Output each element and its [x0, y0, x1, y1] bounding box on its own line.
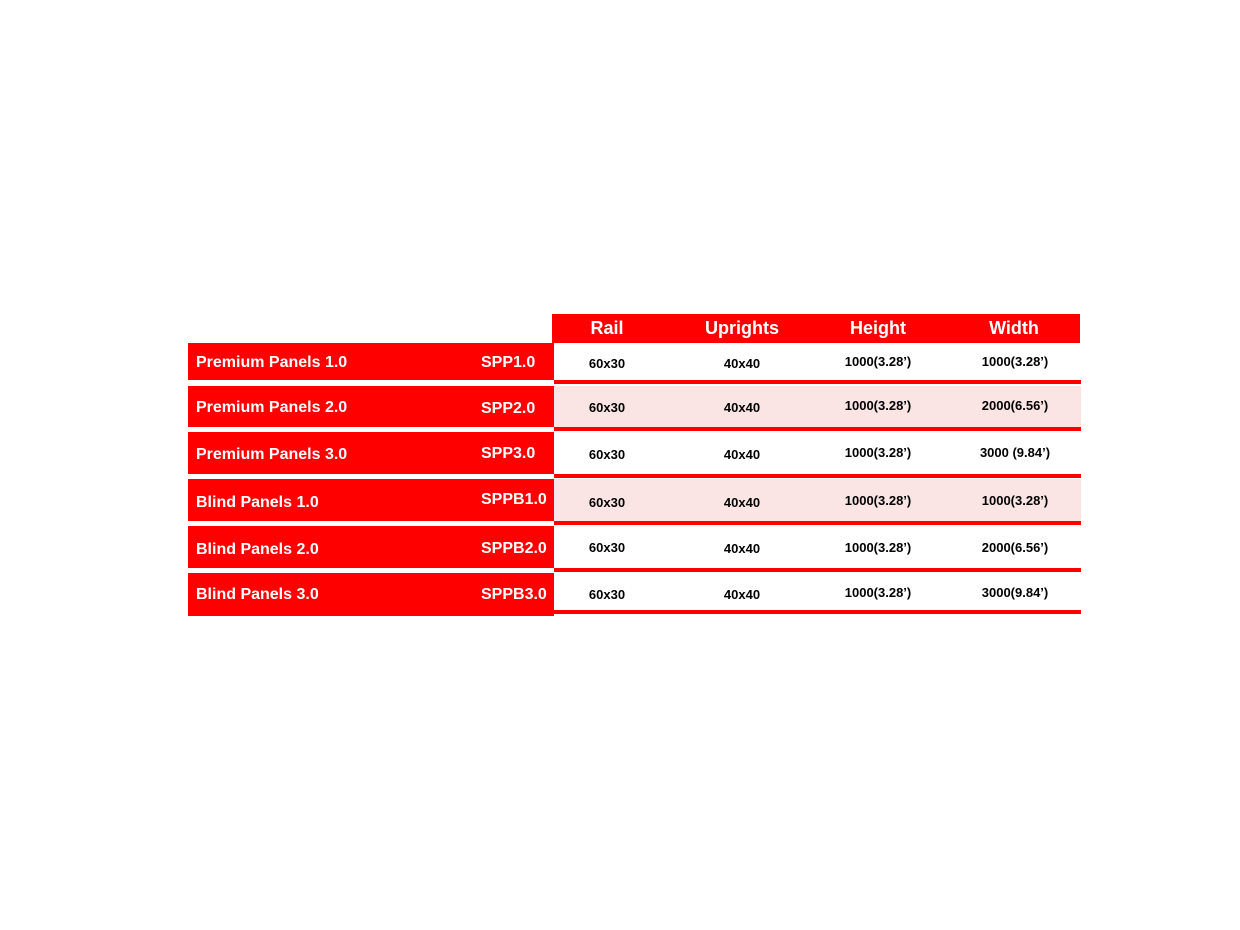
cell-rail: 60x30: [588, 587, 626, 602]
table-row: [188, 386, 1081, 427]
cell-uprights: 40x40: [723, 495, 761, 510]
cell-uprights: 40x40: [723, 587, 761, 602]
product-name: Premium Panels 1.0: [196, 354, 348, 371]
cell-width: 2000(6.56’): [981, 398, 1049, 413]
cell-width: 1000(3.28’): [981, 493, 1049, 508]
product-name: Premium Panels 3.0: [196, 446, 348, 463]
row-divider: [554, 568, 1081, 572]
table-row: [188, 526, 1081, 568]
cell-rail: 60x30: [588, 495, 626, 510]
product-code: SPPB2.0: [481, 540, 547, 557]
row-divider: [554, 474, 1081, 478]
cell-width: 1000(3.28’): [981, 354, 1049, 369]
product-code: SPPB1.0: [481, 491, 547, 508]
header-height: Height: [850, 318, 906, 338]
cell-height: 1000(3.28’): [844, 585, 912, 600]
cell-uprights: 40x40: [723, 447, 761, 462]
table-row: [188, 343, 1081, 380]
row-divider: [554, 521, 1081, 525]
cell-height: 1000(3.28’): [844, 540, 912, 555]
cell-rail: 60x30: [588, 356, 626, 371]
product-code: SPP2.0: [481, 400, 536, 417]
table-row: [188, 479, 1081, 521]
cell-rail: 60x30: [588, 400, 626, 415]
cell-height: 1000(3.28’): [844, 445, 912, 460]
table-row: [188, 573, 1081, 616]
row-divider: [554, 427, 1081, 431]
cell-uprights: 40x40: [723, 400, 761, 415]
cell-height: 1000(3.28’): [844, 398, 912, 413]
cell-width: 3000(9.84’): [981, 585, 1049, 600]
product-name: Blind Panels 3.0: [196, 586, 319, 603]
row-divider: [554, 380, 1081, 384]
cell-rail: 60x30: [588, 540, 626, 555]
cell-width: 3000 (9.84’): [979, 445, 1051, 460]
product-code: SPP3.0: [481, 445, 536, 462]
cell-rail: 60x30: [588, 447, 626, 462]
cell-height: 1000(3.28’): [844, 354, 912, 369]
product-name: Premium Panels 2.0: [196, 399, 348, 416]
product-code: SPPB3.0: [481, 586, 547, 603]
header-uprights: Uprights: [705, 318, 779, 338]
product-name: Blind Panels 2.0: [196, 541, 319, 558]
product-name: Blind Panels 1.0: [196, 494, 319, 511]
cell-height: 1000(3.28’): [844, 493, 912, 508]
row-divider: [554, 610, 1081, 614]
product-code: SPP1.0: [481, 354, 536, 371]
table-row: [188, 432, 1081, 474]
table-header: [552, 314, 1080, 343]
cell-uprights: 40x40: [723, 541, 761, 556]
cell-width: 2000(6.56’): [981, 540, 1049, 555]
cell-uprights: 40x40: [723, 356, 761, 371]
header-rail: Rail: [590, 318, 624, 338]
header-width: Width: [989, 318, 1039, 338]
